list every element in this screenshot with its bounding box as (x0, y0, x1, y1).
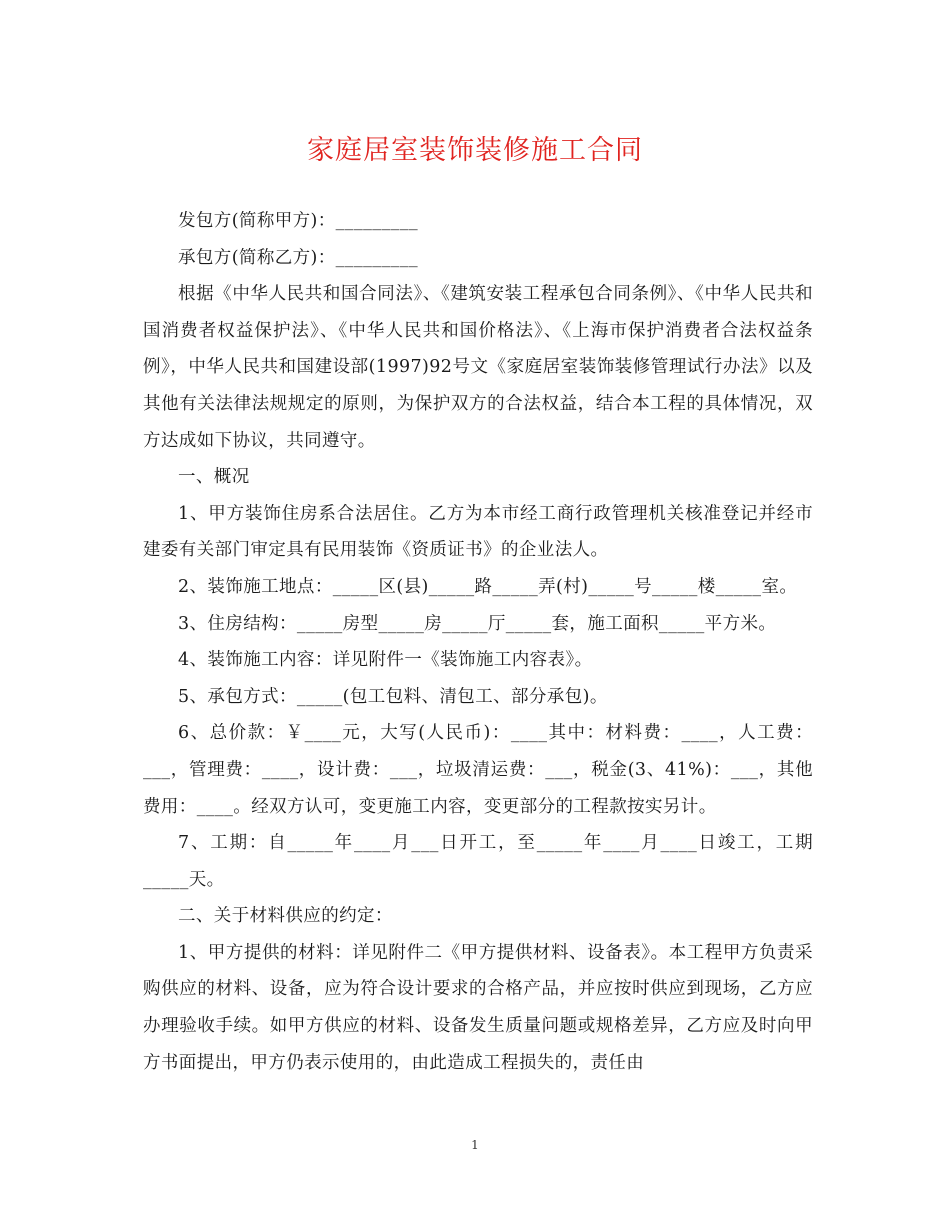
party-b-line: 承包方(简称乙方)：_________ (178, 247, 419, 268)
clause-1-1: 1、甲方装饰住房系合法居住。乙方为本市经工商行政管理机关核准登记并经市建委有关部门审定具有民用装饰《资质证书》的企业法人。 (143, 503, 813, 561)
preamble-paragraph: 根据《中华人民共和国合同法》、《建筑安装工程承包合同条例》、《中华人民共和国消费者权益保护法》、《中华人民共和国价格法》、《上海市保护消费者合法权益条例》，中华人民共和国建设部(1997)92号文《家庭居室装饰装修管理试行办法》以及其他有关法律法规规定的原则，为保护双方的合法权益，结合本工程的具体情况，双方达成如下协议，共同遵守。 (143, 284, 813, 451)
clause-1-4: 4、装饰施工内容：详见附件一《装饰施工内容表》。 (178, 650, 593, 671)
clause-1-2: 2、装饰施工地点：_____区(县)_____路_____弄(村)_____号_____楼_____室。 (178, 576, 798, 597)
clause-2-1: 1、甲方提供的材料：详见附件二《甲方提供材料、设备表》。本工程甲方负责采购供应的材料、设备，应为符合设计要求的合格产品，并应按时供应到现场，乙方应办理验收手续。如甲方供应的材料、设备发生质量问题或规格差异，乙方应及时向甲方书面提出，甲方仍表示使用的，由此造成工程损失的，责任由 (143, 942, 813, 1073)
clause-1-5: 5、承包方式：_____(包工包料、清包工、部分承包)。 (178, 686, 608, 707)
clause-1-6: 6、总价款：￥____元，大写(人民币)：____其中：材料费：____，人工费：___，管理费：____，设计费：___，垃圾清运费：___，税金(3、41%)：___，其他费用：____。经双方认可，变更施工内容，变更部分的工程款按实另计。 (143, 723, 813, 817)
page-number: 1 (471, 1138, 479, 1152)
clause-1-3: 3、住房结构：_____房型_____房_____厅_____套，施工面积_____平方米。 (178, 613, 777, 634)
document-title: 家庭居室装饰装修施工合同 (307, 135, 643, 166)
clause-1-7: 7、工期：自_____年____月___日开工，至_____年____月____日竣工，工期_____天。 (143, 833, 813, 890)
section-heading-materials: 二、关于材料供应的约定： (178, 906, 393, 927)
party-a-line: 发包方(简称甲方)：_________ (178, 211, 419, 231)
document-body (143, 203, 813, 1081)
section-heading-overview: 一、概况 (178, 467, 250, 488)
